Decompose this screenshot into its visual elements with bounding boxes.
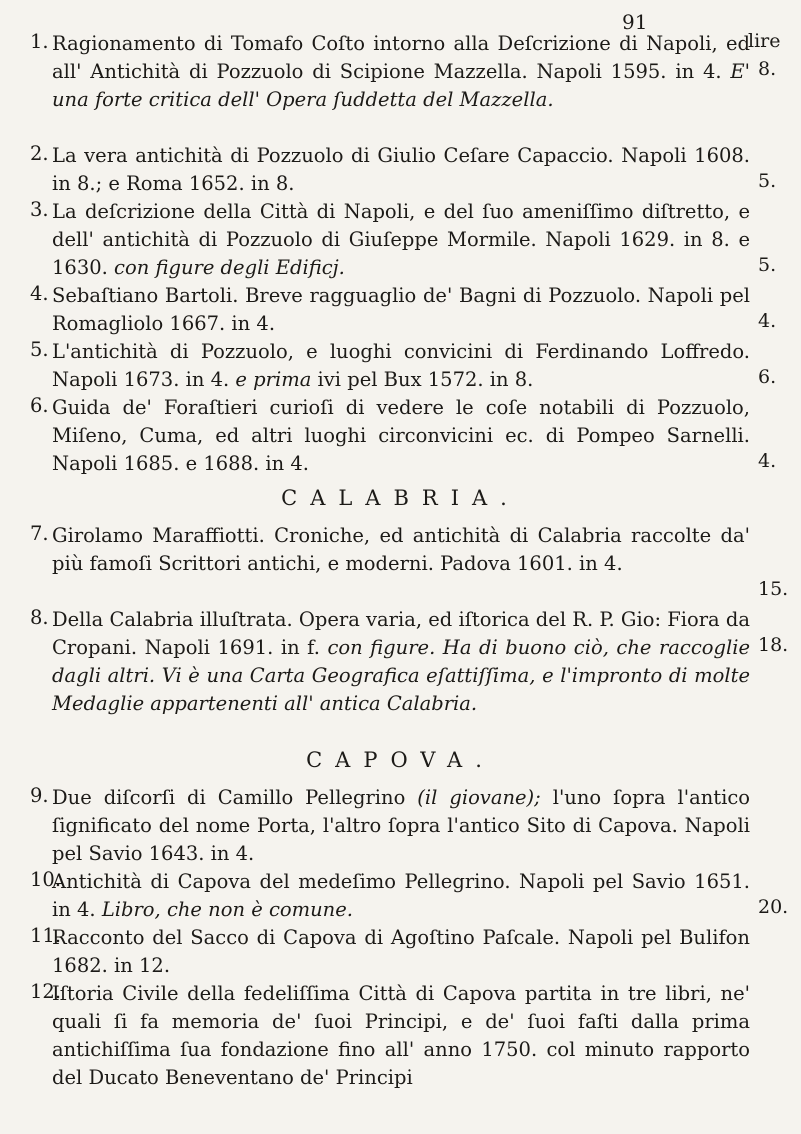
entry-note: e prima: [235, 368, 312, 391]
entry-number: 7.: [30, 522, 49, 545]
entry-number: 2.: [30, 142, 49, 165]
catalog-entry: [30, 980, 750, 1092]
entry-text: Iſtoria Civile della fedeliſſima Città di Capova partita in tre libri, ne' quali ſi fa memoria de' ſuoi Principi, e de' ſuoi faſti dalla prima antichiſſima ſua fondazione fino all' anno 1750. col minuto rapporto del Ducato Beneventano de' Principi: [52, 982, 750, 1089]
entry-price: 6.: [758, 366, 777, 388]
entry-number: 10.: [30, 868, 62, 891]
catalog-entry: [30, 198, 750, 282]
entry-number: 9.: [30, 784, 49, 807]
catalog-entry: [30, 338, 750, 394]
price-column-header: lire: [748, 30, 781, 52]
entry-text: L'antichità di Pozzuolo, e luoghi convicini di Ferdinando Loffredo. Napoli 1673. in 4. e prima ivi pel Bux 1572. in 8.: [52, 340, 750, 391]
entry-number: 1.: [30, 30, 49, 53]
entry-note: Libro, che non è comune.: [101, 898, 353, 921]
entry-number: 12.: [30, 980, 62, 1003]
entry-number: 11.: [30, 924, 62, 947]
entry-price: 5.: [758, 254, 777, 276]
catalog-entry: [30, 30, 750, 114]
entry-text: Sebaſtiano Bartoli. Breve ragguaglio de' Bagni di Pozzuolo. Napoli pel Romagliolo 1667. in 4.: [52, 284, 750, 335]
entry-price: 20.: [758, 896, 789, 918]
entry-text: Girolamo Maraffiotti. Croniche, ed antichità di Calabria raccolte da' più famoſi Scrittori antichi, e moderni. Padova 1601. in 4.: [52, 524, 750, 575]
catalog-entry: [30, 142, 750, 198]
entry-price: 5.: [758, 170, 777, 192]
entry-price: 15.: [758, 578, 789, 600]
section-heading-capova: CAPOVA.: [306, 748, 495, 772]
entry-note: E' una forte critica dell' Opera ſuddetta del Mazzella.: [52, 60, 750, 111]
entry-number: 4.: [30, 282, 49, 305]
entry-number: 3.: [30, 198, 49, 221]
entry-price: 8.: [758, 58, 777, 80]
entry-number: 5.: [30, 338, 49, 361]
entry-text: La deſcrizione della Città di Napoli, e del ſuo ameniſſimo diſtretto, e dell' antichità di Pozzuolo di Giuſeppe Mormile. Napoli 1629. in 8. e 1630. con figure degli Edificj.: [52, 200, 750, 279]
entry-price: 4.: [758, 310, 777, 332]
catalog-entry: [30, 924, 750, 980]
entry-text: Due diſcorſi di Camillo Pellegrino (il giovane); l'uno ſopra l'antico ſignificato del nome Porta, l'altro ſopra l'antico Sito di Capova. Napoli pel Savio 1643. in 4.: [52, 786, 750, 865]
catalog-entry: [30, 394, 750, 478]
entry-note: (il giovane);: [417, 786, 541, 809]
catalog-entry: [30, 868, 750, 924]
entry-text: Guida de' Foraſtieri curioſi di vedere le coſe notabili di Pozzuolo, Miſeno, Cuma, ed altri luoghi circonvicini ec. di Pompeo Sarnelli. Napoli 1685. e 1688. in 4.: [52, 396, 750, 475]
entry-text: Racconto del Sacco di Capova di Agoſtino Paſcale. Napoli pel Bulifon 1682. in 12.: [52, 926, 750, 977]
entry-text: Ragionamento di Tomafo Coſto intorno alla Deſcrizione di Napoli, ed all' Antichità di Pozzuolo di Scipione Mazzella. Napoli 1595. in 4. E' una forte critica dell' Opera ſuddetta del Mazzella.: [52, 32, 750, 111]
catalog-entry: [30, 606, 750, 718]
section-heading-calabria: CALABRIA.: [281, 486, 520, 510]
entry-text: La vera antichità di Pozzuolo di Giulio Ceſare Capaccio. Napoli 1608. in 8.; e Roma 1652. in 8.: [52, 144, 750, 195]
entry-text: Della Calabria illuſtrata. Opera varia, ed iſtorica del R. P. Gio: Fiora da Cropani. Napoli 1691. in f. con figure. Ha di buono ciò, che raccoglie dagli altri. Vi è una Carta Geografica eſattiſſima, e l'impronto di molte Medaglie appartenenti all' antica Calabria.: [52, 608, 750, 715]
entry-price: 4.: [758, 450, 777, 472]
entry-number: 8.: [30, 606, 49, 629]
entry-text: Antichità di Capova del medeſimo Pellegrino. Napoli pel Savio 1651. in 4. Libro, che non è comune.: [52, 870, 750, 921]
entry-note: con figure. Ha di buono ciò, che raccoglie dagli altri. Vi è una Carta Geografica eſattiſſima, e l'impronto di molte Medaglie appartenenti all' antica Calabria.: [52, 636, 750, 715]
entry-number: 6.: [30, 394, 49, 417]
catalog-entry: [30, 282, 750, 338]
catalog-entry: [30, 522, 750, 578]
entry-price: 18.: [758, 634, 789, 656]
catalog-entry: [30, 784, 750, 868]
entry-note: con figure degli Edificj.: [114, 256, 345, 279]
page-number: 91: [622, 10, 648, 34]
